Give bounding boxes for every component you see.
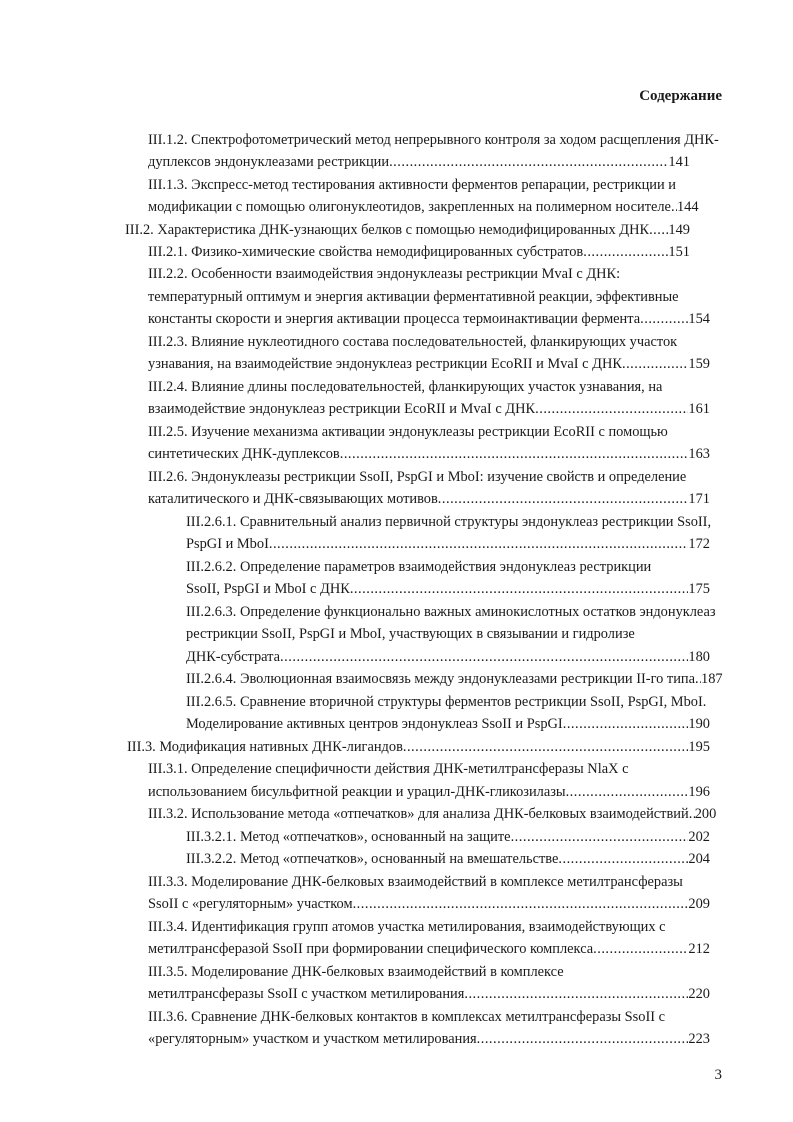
toc-entry-text: «регуляторным» участком и участком метилирования [148, 1031, 477, 1047]
toc-page-number: 154 [688, 311, 710, 327]
dot-leader [280, 646, 688, 668]
toc-entry-text: III.3.6. Сравнение ДНК-белковых контактов в комплексах метилтрансферазы SsoII с [148, 1009, 666, 1025]
dot-leader [563, 713, 689, 735]
toc-page-number: 151 [668, 244, 690, 260]
toc-page-number: 141 [668, 154, 690, 170]
page-heading: Содержание [639, 88, 722, 104]
toc-line [186, 668, 723, 690]
toc-entry-text: взаимодействие эндонуклеаз рестрикции EcoRII и MvaI с ДНК [148, 401, 536, 417]
toc-line [148, 488, 710, 510]
toc-line [148, 331, 677, 353]
toc-entry-text: III.2.6.2. Определение параметров взаимодействия эндонуклеаз рестрикции [186, 559, 652, 575]
toc-entry-text: III.2.4. Влияние длины последовательностей, фланкирующих участок узнавания, на [148, 379, 663, 395]
toc-entry-text: III.3.3. Моделирование ДНК-белковых взаимодействий в комплексе метилтрансферазы [148, 874, 683, 890]
toc-entry-text: III.3.2.2. Метод «отпечатков», основанный на вмешательстве [186, 851, 559, 867]
toc-page-number: 187 [701, 671, 723, 687]
toc-entry-text: рестрикции SsoII, PspGI и MboI, участвующих в связывании и гидролизе [186, 626, 635, 642]
dot-leader [464, 983, 688, 1005]
toc-entry-text: синтетических ДНК-дуплексов [148, 446, 340, 462]
toc-entry-text: III.2. Характеристика ДНК-узнающих белков с помощью немодифицированных ДНК [125, 222, 650, 238]
toc-page-number: 180 [688, 649, 710, 665]
toc-entry-text: III.1.3. Экспресс-метод тестирования активности ферментов репарации, рестрикции и [148, 177, 677, 193]
toc-entry-text: Моделирование активных центров эндонуклеаз SsoII и PspGI [186, 716, 563, 732]
toc-entry-text: температурный оптимум и энергия активации ферментативной реакции, эффективные [148, 289, 679, 305]
toc-line [148, 241, 690, 263]
toc-entry-text: III.2.6. Эндонуклеазы рестрикции SsoII, PspGI и MboI: изучение свойств и определение [148, 469, 687, 485]
toc-entry-text: дуплексов эндонуклеазами рестрикции [148, 154, 390, 170]
toc-entry-text: III.3.4. Идентификация групп атомов участка метилирования, взаимодействующих с [148, 919, 666, 935]
toc-entry-text: III.2.5. Изучение механизма активации эндонуклеазы рестрикции EcoRII с помощью [148, 424, 668, 440]
dot-leader [389, 151, 668, 173]
toc-line [186, 623, 635, 645]
dot-leader [511, 826, 689, 848]
toc-page-number: 209 [688, 896, 710, 912]
toc-entry-text: III.3.2.1. Метод «отпечатков», основанный на защите [186, 829, 511, 845]
toc-entry-text: III.2.6.1. Сравнительный анализ первичной структуры эндонуклеаз рестрикции SsoII, [186, 514, 712, 530]
dot-leader [649, 219, 668, 241]
toc-line [186, 556, 651, 578]
toc-page-number: 195 [688, 739, 710, 755]
toc-line [148, 263, 620, 285]
dot-leader [558, 848, 688, 870]
toc-entry-text: каталитического и ДНК-связывающих мотивов [148, 491, 438, 507]
toc-line [148, 443, 710, 465]
toc-line [186, 533, 710, 555]
toc-entry-text: III.3.5. Моделирование ДНК-белковых взаимодействий в комплексе [148, 964, 564, 980]
toc-page-number: 223 [688, 1031, 710, 1047]
toc-entry-text: PspGI и MboI [186, 536, 269, 552]
toc-line [148, 893, 710, 915]
toc-line [127, 736, 710, 758]
dot-leader [583, 241, 668, 263]
toc-line [148, 353, 710, 375]
toc-line [148, 286, 679, 308]
toc-page-number: 161 [688, 401, 710, 417]
toc-entry-text: III.3.2. Использование метода «отпечатков» для анализа ДНК-белковых взаимодействий [148, 806, 689, 822]
toc-page-number: 175 [688, 581, 710, 597]
dot-leader [477, 1028, 689, 1050]
toc-line [186, 691, 706, 713]
dot-leader [640, 308, 688, 330]
toc-entry-text: SsoII с «регуляторным» участком [148, 896, 353, 912]
toc-entry-text: III.2.2. Особенности взаимодействия эндонуклеазы рестрикции MvaI с ДНК: [148, 266, 621, 282]
toc-line [148, 1006, 665, 1028]
toc-page-number: 202 [688, 829, 710, 845]
toc-entry-text: III.1.2. Спектрофотометрический метод непрерывного контроля за ходом расщепления ДНК- [148, 132, 719, 148]
toc-line [148, 398, 710, 420]
toc-entry-text: III.3. Модификация нативных ДНК-лигандов [127, 739, 403, 755]
dot-leader [593, 938, 688, 960]
dot-leader [622, 353, 688, 375]
toc-entry-text: III.2.6.5. Сравнение вторичной структуры ферментов рестрикции SsoII, PspGI, MboI. [186, 694, 707, 710]
toc-entry-text: константы скорости и энергия активации процесса термоинактивации фермента [148, 311, 641, 327]
page-number: 3 [714, 1067, 722, 1083]
toc-line [186, 646, 710, 668]
toc-entry-text: метилтрансферазой SsoII при формировании специфического комплекса [148, 941, 594, 957]
toc-entry-text: модификации с помощью олигонуклеотидов, закрепленных на полимерном носителе [148, 199, 671, 215]
toc-page-number: 172 [688, 536, 710, 552]
toc-page-number: 159 [688, 356, 710, 372]
toc-line [186, 848, 710, 870]
toc-line [148, 174, 676, 196]
toc-entry-text: III.2.3. Влияние нуклеотидного состава последовательностей, фланкирующих участок [148, 334, 678, 350]
toc-line [148, 376, 662, 398]
dot-leader [350, 578, 689, 600]
toc-line [186, 601, 716, 623]
toc-line [186, 713, 710, 735]
toc-line [125, 219, 690, 241]
toc-line [186, 826, 710, 848]
toc-line [148, 961, 564, 983]
toc-entry-text: III.3.1. Определение специфичности действия ДНК-метилтрансферазы NlaX с [148, 761, 629, 777]
toc-line [186, 511, 711, 533]
toc-line [148, 781, 710, 803]
toc-entry-text: ДНК-субстрата [186, 649, 281, 665]
toc-entry-text: метилтрансферазы SsoII с участком метилирования [148, 986, 465, 1002]
dot-leader [269, 533, 689, 555]
dot-leader [353, 893, 689, 915]
toc-line [148, 196, 699, 218]
toc-page-number: 204 [688, 851, 710, 867]
toc-page-number: 212 [688, 941, 710, 957]
toc-page-number: 149 [668, 222, 690, 238]
dot-leader [566, 781, 689, 803]
toc-line [148, 151, 690, 173]
toc-page-number: 163 [688, 446, 710, 462]
toc-entry-text: использованием бисульфитной реакции и урацил-ДНК-гликозилазы [148, 784, 566, 800]
toc-line [148, 871, 683, 893]
toc-entry-text: III.2.1. Физико-химические свойства немодифицированных субстратов [148, 244, 584, 260]
toc-line [148, 758, 628, 780]
toc-page-number: 190 [688, 716, 710, 732]
dot-leader [340, 443, 689, 465]
dot-leader [535, 398, 688, 420]
toc-line [148, 466, 686, 488]
toc-line [148, 1028, 710, 1050]
toc-page-number: 171 [688, 491, 710, 507]
toc-line [148, 129, 719, 151]
toc-page-number: 200 [694, 806, 717, 822]
toc-entry-text: SsoII, PspGI и MboI с ДНК [186, 581, 350, 597]
toc-line [148, 938, 710, 960]
toc-entry-text: узнавания, на взаимодействие эндонуклеаз рестрикции EcoRII и MvaI с ДНК [148, 356, 622, 372]
toc-line [148, 916, 666, 938]
toc-entry-text: III.2.6.3. Определение функционально важных аминокислотных остатков эндонуклеаз [186, 604, 716, 620]
dot-leader [438, 488, 689, 510]
toc-line [148, 308, 710, 330]
toc-line [148, 803, 717, 825]
toc-line [148, 983, 710, 1005]
toc-entry-text: III.2.6.4. Эволюционная взаимосвязь между эндонуклеазами рестрикции II-го типа [186, 671, 695, 687]
toc-page-number: 220 [688, 986, 710, 1002]
toc-page-number: 196 [688, 784, 710, 800]
toc-page-number: 144 [676, 199, 699, 215]
dot-leader [403, 736, 689, 758]
toc-line [148, 421, 668, 443]
toc-line [186, 578, 710, 600]
